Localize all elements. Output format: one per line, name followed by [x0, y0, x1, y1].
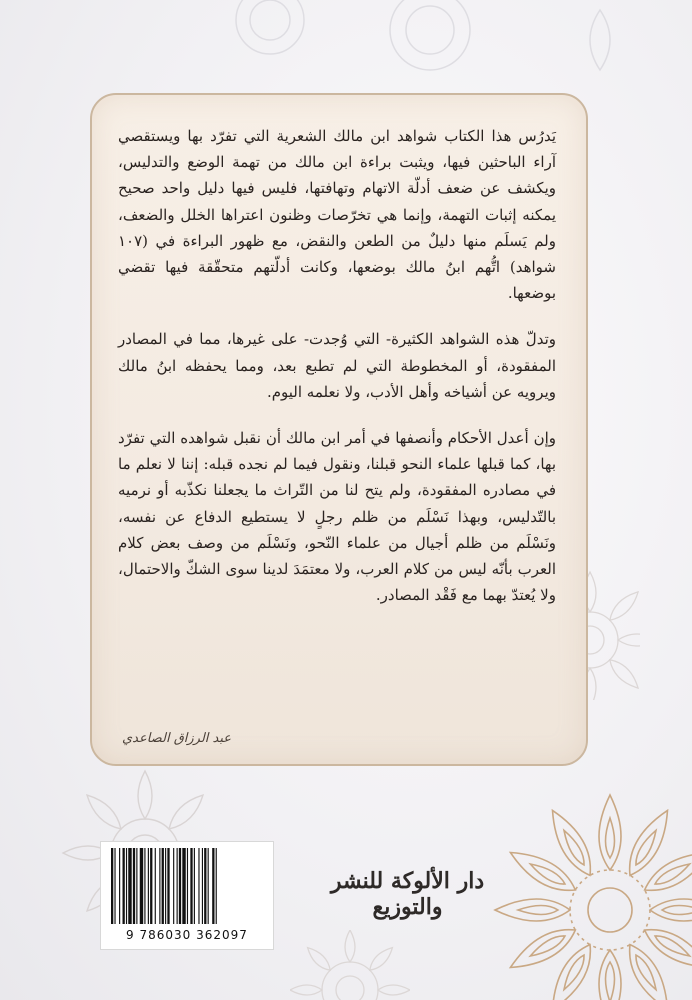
paragraph-2: وتدلّ هذه الشواهد الكثيرة- التي وُجدت- على غيرها، مما في المصادر المفقودة، أو المخطوطة التي لم تطبع بعد، ومما يحفظه ابنُ مالك ويرويه عن أشياخه وأهل الأدب، ولا نعلمه اليوم. [118, 330, 556, 401]
author-signature: عبد الرزاق الصاعدي [122, 731, 232, 746]
mandala-bottom-icon [290, 930, 410, 1000]
paragraph-3: وإن أعدل الأحكام وأنصفها في أمر ابن مالك أن نقبل شواهده التي تفرّد بها، كما قبلها علماء النحو قبلنا، ونقول فيما لم نجده قبله: إننا لا نعلم ما في مصادره المفقودة، ولم يتح لنا من التّراث ما يجعلنا نكذّبه أو نرميه بالتّدليس، وبهذا نَسْلَم من ظلم رجلٍ لا يستطيع الدفاع عن نفسه، ونَسْلَم من ظلم أجيال من علماء النّحو، ونَسْلَم من وصف بعض كلام العرب بأنّه ليس من كلام العرب، ولا معتمَدَ لدينا سوى الشكّ والاحتمال، ولا يُعتدّ بهما مع فَقْد المصادر. [118, 429, 556, 605]
barcode-bars-icon [107, 848, 267, 926]
barcode [100, 841, 274, 950]
description-panel [90, 93, 588, 766]
paragraph-1: يَدرُس هذا الكتاب شواهد ابن مالك الشعرية التي تفرّد بها ويستقصي آراء الباحثين فيها، ويثبت براءة ابن مالك من تهمة الوضع والتدليس، ويكشف عن ضعف أدلّة الاتهام وتهافتها، فليس فيها دليل واحد صحيح يمكنه إثبات التهمة، وإنما هي تخرّصات وظنون اعتراها الخلل والضعف، ولم يَسلَم منها دليلٌ من الطعن والنقض، مع ظهور البراءة في (١٠٧ شواهد) اتُّهم ابنُ مالك بوضعها، وكانت أدلّتهم متحقّقة فيها تقضي بوضعها. [118, 127, 556, 303]
isbn-number: 9 786030 362097 [126, 928, 248, 942]
publisher-logo: دار الألوكة للنشر والتوزيع [330, 868, 485, 920]
